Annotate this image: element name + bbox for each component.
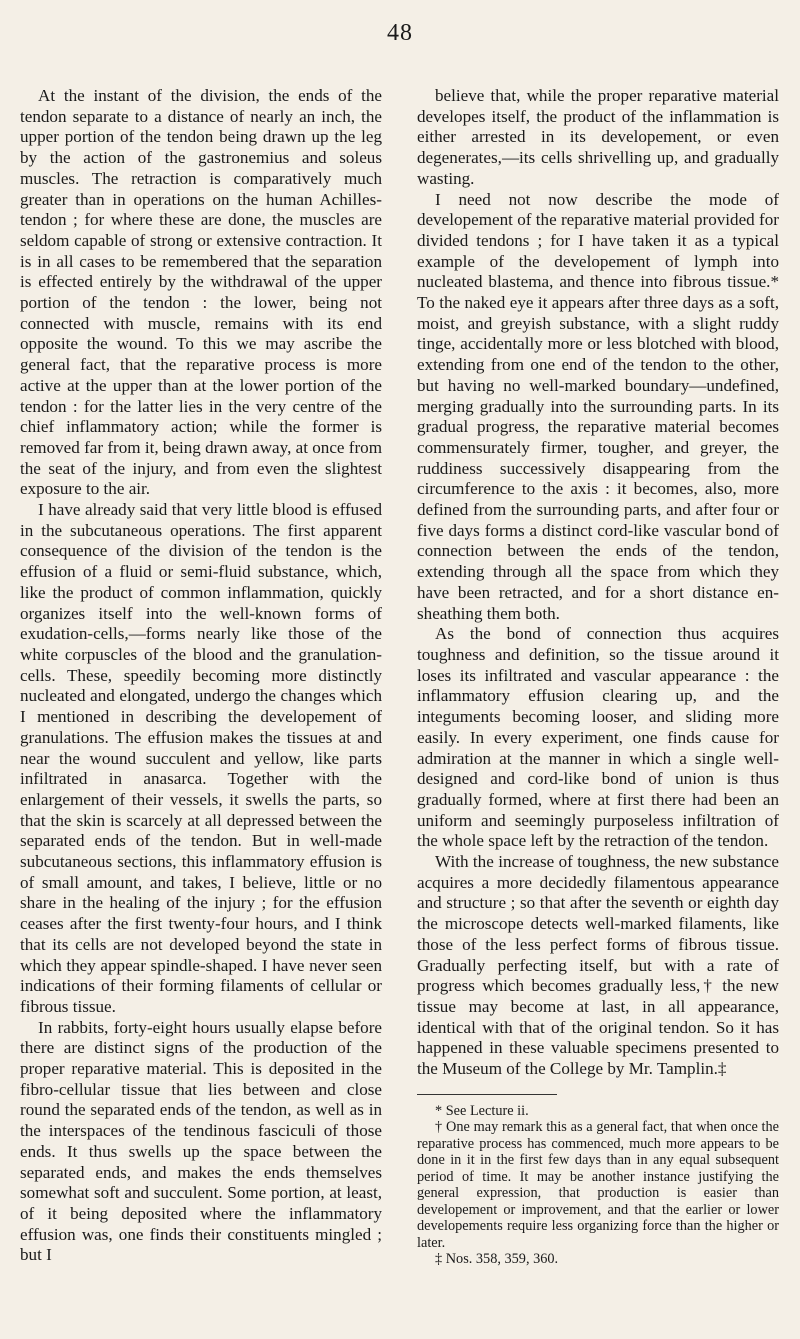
paragraph: I need not now describe the mode of developement of the reparative material provided for divided tendons ; for I have taken it as a typical example of the developement of lymph into nucleated blastema, and thence into fibrous tissue.* To the naked eye it appears after three days as a soft, moist, and greyish substance, with a slight ruddy tinge, accidentally more or less blotched with blood, extending from one end of the tendon to the other, but having no well-marked boundary—undefined, merging gradually into the surrounding parts. In its gradual progress, the reparative material becomes commensurately firmer, tougher, and greyer, the ruddiness successively disappearing from the circumference to the axis : it becomes, also, more defined from the surrounding parts, and after four or five days forms a distinct cord-like vascular bond of connection between the ends of the tendon, extending through all the space from which they have been retracted, and for a short distance en-sheathing them both. xyxy=(417,189,779,623)
paragraph: I have already said that very little blood is effused in the subcutaneous operations. The first apparent consequence of the division of the tendon is the effusion of a fluid or semi-fluid substance, which, like the product of common inflammation, quickly organizes itself into the well-known forms of exudation-cells,—forms nearly like those of the white corpuscles of the blood and the granulation-cells. These, speedily becoming more distinctly nucleated and elongated, undergo the changes which I mentioned in describing the developement of granulations. The effusion makes the tissues at and near the wound succulent and yellow, like parts infiltrated in anasarca. Together with the enlargement of their vessels, it swells the parts, so that the skin is scarcely at all depressed between the separated ends of the tendon. But in well-made subcutaneous sections, this inflammatory effusion is of small amount, and takes, I believe, little or no share in the healing of the injury ; for the effusion ceases after the first twenty-four hours, and I think that its cells are not developed beyond the state in which they appear spindle-shaped. I have never seen indications of their forming filaments of cellular or fibrous tissue. xyxy=(20,500,382,1016)
paragraph: As the bond of connection thus acquires toughness and definition, so the tissue around it loses its infiltrated and vascular appearance : the inflammatory effusion clearing up, and the integuments becoming looser, and sliding more easily. In every experiment, one finds cause for admiration at the manner in which a single well-designed and cord-like bond of union is thus gradually formed, where at first there had been an uniform and seemingly purposeless infiltration of the whole space left by the retraction of the tendon. xyxy=(417,624,779,851)
footnote-divider xyxy=(417,1094,557,1095)
footnote: † One may remark this as a general fact, that when once the reparative process has commenced, much more appears to be done in it in the first few days than in any equal subsequent period of time. It may be another instance justifying the general expression, that production is easier than developement or improvement, and that the earlier or lower developements require less organizing force than the higher or later. xyxy=(417,1119,779,1251)
page-number: 48 xyxy=(387,20,413,46)
paragraph: believe that, while the proper reparative material developes itself, the product of the inflammation is either arrested in its developement, or even degenerates,—its cells shrivelling up, and gradually wasting. xyxy=(417,86,779,188)
paragraph: With the increase of toughness, the new substance acquires a more decidedly filamentous appearance and structure ; so that after the seventh or eighth day the microscope detects well-marked filaments, like those of the less perfect forms of fibrous tissue. Gradually perfecting itself, but with a rate of progress which becomes gradually less,† the new tissue may become at last, in all appearance, identical with that of the original tendon. So it has happened in these valuable specimens presented to the Museum of the College by Mr. Tamplin.‡ xyxy=(417,852,779,1079)
left-column xyxy=(20,86,382,1266)
right-column xyxy=(417,86,779,1268)
paragraph: At the instant of the division, the ends of the tendon separate to a distance of nearly an inch, the upper portion of the tendon being drawn up the leg by the action of the gastronemius and soleus muscles. The retraction is comparatively much greater than in operations on the human Achilles-tendon ; for where these are done, the muscles are seldom capable of strong or extensive contraction. It is in all cases to be remembered that the separation is effected entirely by the withdrawal of the upper portion of the tendon : the lower, being not connected with muscle, remains with its end opposite the wound. To this we may ascribe the general fact, that the reparative process is more active at the upper than at the lower portion of the tendon : for the latter lies in the very centre of the chief inflammatory action; while the former is removed far from it, being drawn away, at once from the seat of the injury, and from even the slightest exposure to the air. xyxy=(20,86,382,499)
paragraph: In rabbits, forty-eight hours usually elapse before there are distinct signs of the production of the proper reparative material. This is deposited in the fibro-cellular tissue that lies between and close round the separated ends of the tendon, as well as in the interspaces of the tendinous fasciculi of those ends. It thus swells up the space between the separated ends, and makes the ends themselves somewhat soft and succulent. Some portion, at least, of it being deposited where the inflammatory effusion was, one finds their constituents mingled ; but I xyxy=(20,1017,382,1265)
footnote: * See Lecture ii. xyxy=(435,1102,529,1119)
footnote: ‡ Nos. 358, 359, 360. xyxy=(435,1251,559,1268)
